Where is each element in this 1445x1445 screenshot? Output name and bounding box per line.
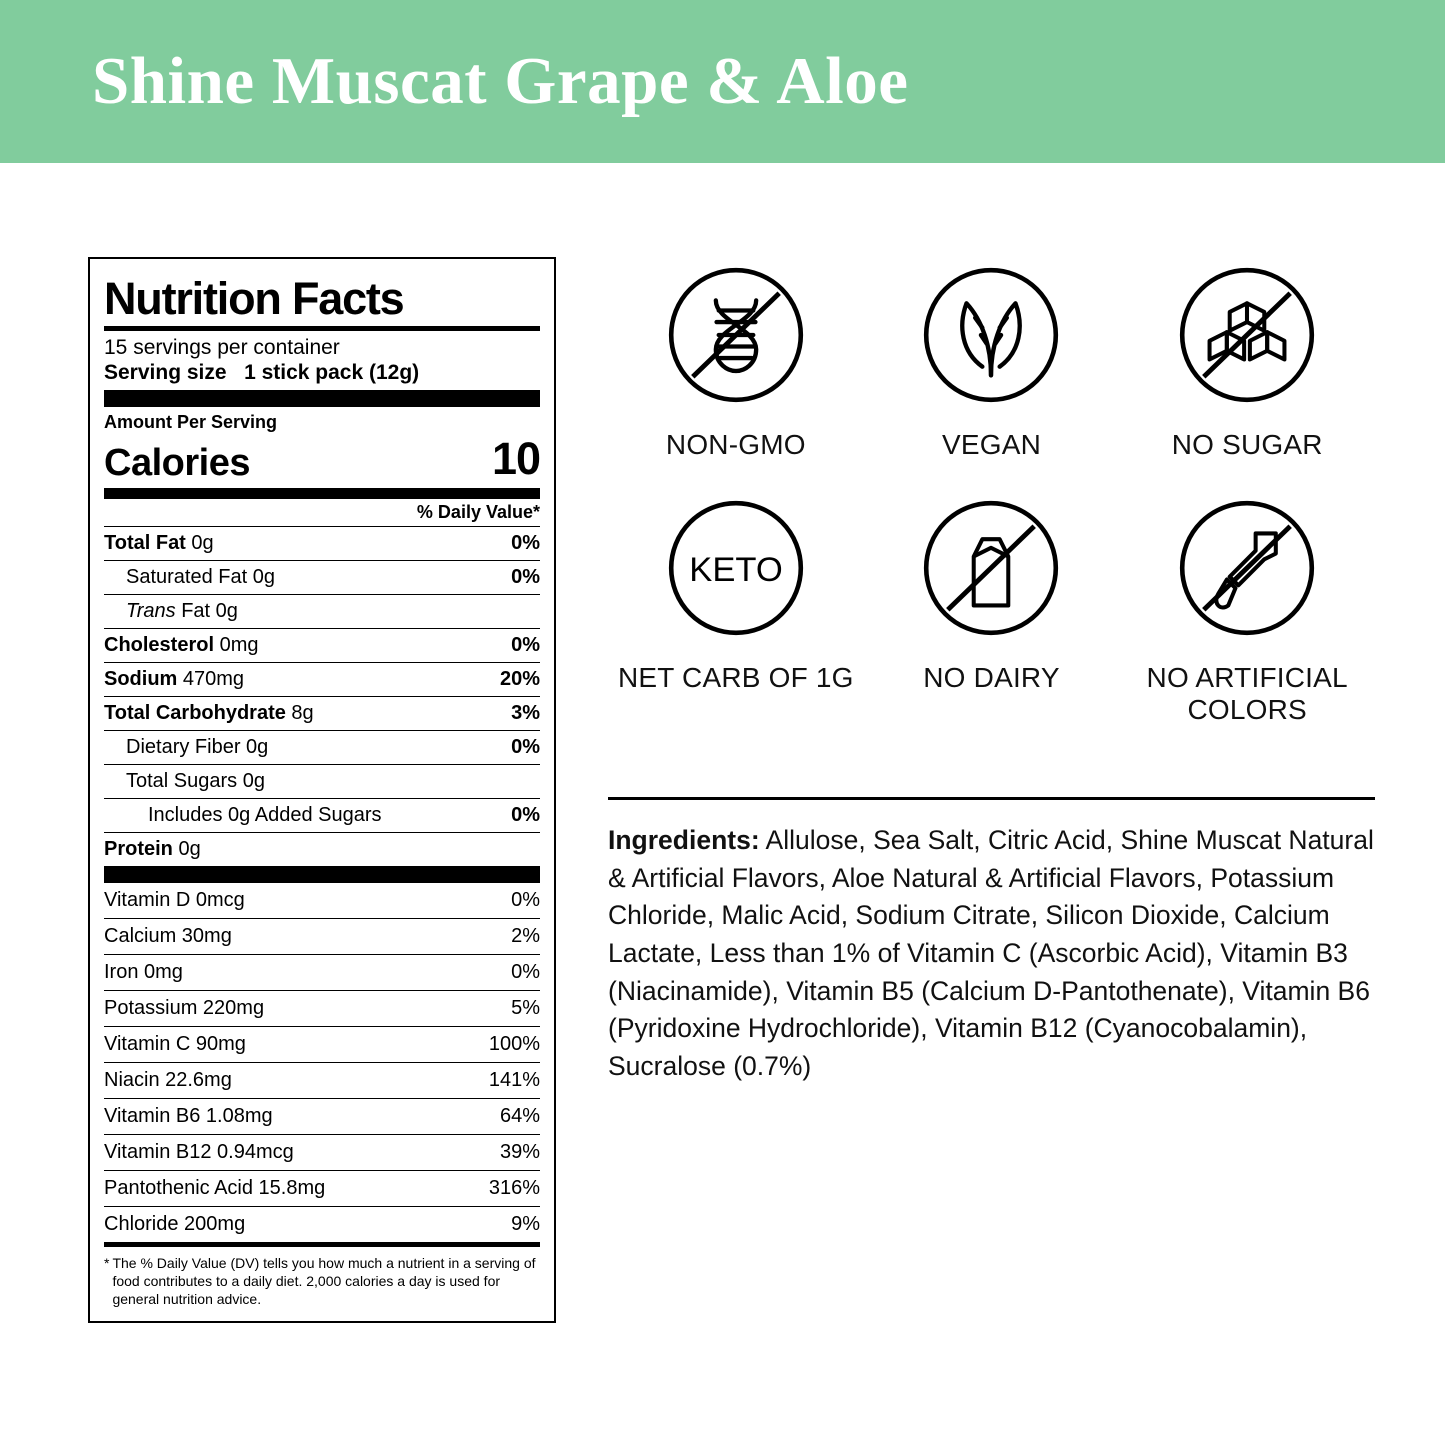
calories-label: Calories [104,442,250,485]
nutrient-row [104,663,540,697]
nutrient-daily-value: 0% [511,804,540,827]
badge-net-carb [608,496,864,725]
serving-size-label: Serving size [104,361,227,385]
badge-non-gmo [608,263,864,460]
micronutrient-daily-value: 2% [511,925,540,948]
header-banner [0,0,1445,163]
nutrient-label: Saturated Fat 0g [126,566,275,589]
micronutrient-daily-value: 100% [488,1033,540,1056]
micronutrient-label: Vitamin C 90mg [104,1033,246,1056]
nutrition-facts-panel [88,257,556,1323]
nutrient-label: Includes 0g Added Sugars [148,804,382,827]
milk-carton-crossed-out-icon [919,496,1063,640]
nutrient-label: Cholesterol 0mg [104,634,259,657]
content-area [0,163,1445,1323]
nutrient-label: Total Fat 0g [104,532,214,555]
nutrient-daily-value: 3% [511,702,540,725]
nutrient-daily-value: 20% [499,668,540,691]
micronutrient-daily-value: 5% [511,997,540,1020]
footnote [104,1247,540,1309]
serving-size-value: 1 stick pack (12g) [244,361,420,385]
micronutrient-daily-value: 141% [488,1069,540,1092]
micronutrient-label: Pantothenic Acid 15.8mg [104,1177,326,1200]
micronutrient-daily-value: 9% [511,1213,540,1236]
svg-text:KETO: KETO [689,551,783,590]
badge-label: NO ARTIFICIAL COLORS [1146,662,1348,725]
nutrition-facts-box [88,257,556,1323]
micronutrient-daily-value: 0% [511,961,540,984]
micronutrient-row [104,1099,540,1135]
micronutrient-daily-value: 0% [511,889,540,912]
ingredients-heading: Ingredients: [608,825,760,856]
calories-row [104,433,540,488]
micronutrient-label: Vitamin D 0mcg [104,889,245,912]
calories-value: 10 [491,433,540,485]
ingredients-text [608,822,1375,1085]
footnote-star: * [104,1255,110,1272]
badge-label: NON-GMO [665,429,806,460]
nutrient-row [104,765,540,799]
divider-thick-1 [104,390,540,407]
nutrient-row [104,697,540,731]
nutrient-daily-value: 0% [511,736,540,759]
badge-vegan [864,263,1120,460]
micronutrient-row [104,1171,540,1207]
nutrient-row [104,731,540,765]
micronutrient-label: Niacin 22.6mg [104,1069,232,1092]
nutrient-row [104,799,540,833]
right-column [608,257,1375,1323]
daily-value-header: % Daily Value* [416,502,540,523]
servings-per-container: 15 servings per container [104,336,340,360]
ingredients-body: Allulose, Sea Salt, Citric Acid, Shine Muscat Natural & Artificial Flavors, Aloe Natural & Artificial Flavors, Potassium Chloride, Malic Acid, Sodium Citrate, Silicon Dioxide, Calcium Lactate, Less than 1% of Vitamin C (Ascorbic Acid), Vitamin B3 (Niacinamide), Vitamin B5 (Calcium D-Pantothenate), Vitamin B6 (Pyridoxine Hydrochloride), Vitamin B12 (Cyanocobalamin), Sucralose (0.7%) [608,825,1374,1081]
micronutrient-daily-value: 64% [499,1105,540,1128]
ingredients-section [608,797,1375,1085]
dna-crossed-out-icon [664,263,808,407]
micronutrient-row [104,1135,540,1171]
micronutrient-label: Chloride 200mg [104,1213,246,1236]
micronutrient-row [104,1063,540,1099]
nutrient-row [104,561,540,595]
micronutrient-row [104,955,540,991]
badge-label: NO DAIRY [923,662,1060,694]
nutrient-label: Total Carbohydrate 8g [104,702,314,725]
micronutrient-row [104,1207,540,1242]
nutrient-label: Sodium 470mg [104,668,245,691]
micronutrient-row [104,919,540,955]
nutrient-row [104,595,540,629]
page-title: Shine Muscat Grape & Aloe [92,44,909,118]
divider-thick-3 [104,866,540,883]
micronutrient-label: Vitamin B12 0.94mcg [104,1141,294,1164]
nutrient-label: Dietary Fiber 0g [126,736,269,759]
badge-no-dairy [864,496,1120,725]
nutrient-label: Total Sugars 0g [126,770,265,793]
nutrient-label: Trans Fat 0g [126,600,238,623]
micronutrient-row [104,1027,540,1063]
badge-no-sugar [1119,263,1375,460]
badge-grid [608,263,1375,725]
nutrient-row [104,527,540,561]
micronutrient-rows [104,883,540,1242]
keto-circle-icon [664,496,808,640]
nutrient-daily-value: 0% [511,532,540,555]
badge-label: NO SUGAR [1171,429,1323,460]
badge-label: VEGAN [941,429,1041,460]
nutrient-daily-value: 0% [511,634,540,657]
footnote-text: The % Daily Value (DV) tells you how much a nutrient in a serving of food contributes to a daily diet. 2,000 calories a day is used for general nutrition advice. [112,1255,536,1308]
badge-no-artificial-colors [1119,496,1375,725]
leaf-icon [919,263,1063,407]
badge-label: NET CARB OF 1G [617,662,854,694]
nutrient-daily-value: 0% [511,566,540,589]
serving-size-row [104,361,540,390]
micronutrient-label: Iron 0mg [104,961,183,984]
dropper-crossed-out-icon [1175,496,1319,640]
nutrient-rows [104,527,540,866]
micronutrient-label: Vitamin B6 1.08mg [104,1105,273,1128]
nutrient-row [104,833,540,866]
micronutrient-label: Potassium 220mg [104,997,265,1020]
amount-per-serving-label: Amount Per Serving [104,412,278,433]
nutrient-label: Protein 0g [104,838,201,861]
micronutrient-row [104,991,540,1027]
micronutrient-daily-value: 316% [488,1177,540,1200]
nutrition-facts-title: Nutrition Facts [104,273,404,324]
micronutrient-row [104,883,540,919]
nutrient-row [104,629,540,663]
micronutrient-daily-value: 39% [499,1141,540,1164]
divider-thick-2 [104,488,540,499]
sugar-cubes-crossed-out-icon [1175,263,1319,407]
micronutrient-label: Calcium 30mg [104,925,232,948]
